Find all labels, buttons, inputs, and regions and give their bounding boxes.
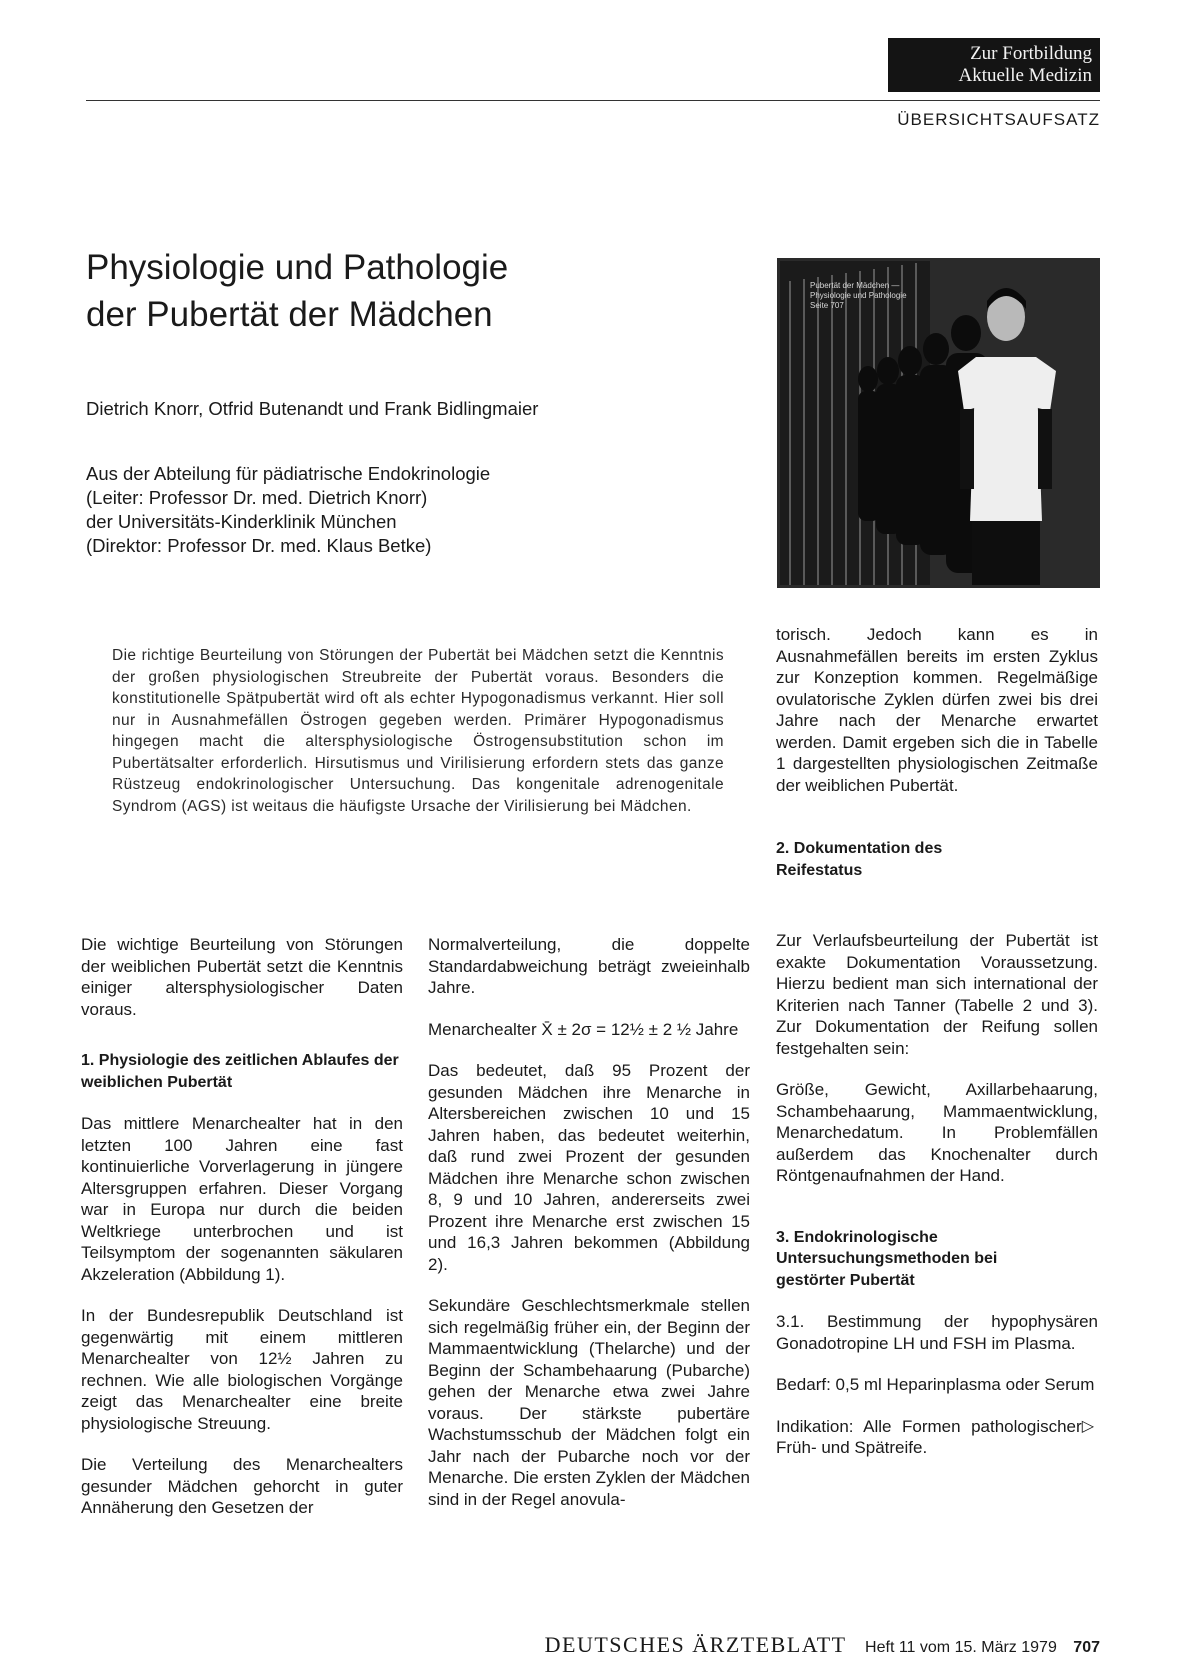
continue-icon: ▷ (1081, 1417, 1094, 1435)
title-line-2: der Pubertät der Mädchen (86, 295, 493, 334)
column-3-top (776, 624, 1098, 901)
paragraph: Normalverteilung, die doppelte Standardabweichung beträgt zweieinhalb Jahre. (428, 935, 750, 997)
paragraph: torisch. Jedoch kann es in Ausnahmefällen bereits im ersten Zyklus zur Konzeption kommen. Regelmäßige ovulatorische Zyklen dürfen zwei bis drei Jahre nach der Menarche erwartet werden. Damit ergeben sich die in Tabelle 1 dargestellten physiologischen Zeitmaße der weiblichen Pubertät. (776, 625, 1098, 795)
section-heading-3: 3. Endokrinologische Untersuchungsmethoden bei gestörter Pubertät (776, 1228, 998, 1289)
paragraph: Sekundäre Geschlechtsmerkmale stellen sich regelmäßig früher ein, der Beginn der Mammaentwicklung (Thelarche) und der Beginn der Schambehaarung (Pubarche) gehen der Menarche etwa zwei Jahre voraus. Der stärkste pubertäre Wachstumsschub der Mädchen folgt ein Jahr nach der Pubarche noch vor der Menarche. Die ersten Zyklen der Mädchen sind in der Regel anovula- (428, 1296, 750, 1509)
paragraph: Das mittlere Menarchealter hat in den letzten 100 Jahren eine fast kontinuierliche Vorverlagerung in jüngere Altersgruppen erfahren. Dieser Vorgang war in Europa nur durch die beiden Weltkriege unterbrochen und ist Teilsymptom der sogenannten säkularen Akzeleration (Abbildung 1). (81, 1114, 403, 1284)
header-rule (86, 100, 1100, 101)
photo-caption-line: Pubertät der Mädchen — (810, 281, 900, 290)
paragraph: Die Verteilung des Menarchealters gesunder Mädchen gehorcht in guter Annäherung den Gesetzen der (81, 1455, 403, 1517)
page-footer (545, 1632, 1100, 1658)
photo-caption-line: Physiologie und Pathologie (810, 291, 907, 300)
column-1 (81, 934, 403, 1539)
column-2 (428, 934, 750, 1530)
affiliation (86, 462, 490, 558)
issue-info: Heft 11 vom 15. März 1979 (865, 1639, 1057, 1656)
section-heading-2: 2. Dokumentation des Reifestatus (776, 840, 943, 879)
cover-photo (777, 258, 1100, 588)
paragraph: Zur Verlaufsbeurteilung der Pubertät ist exakte Dokumentation Voraussetzung. Hierzu bedient man sich international der Kriterien nach Tanner (Tabelle 2 und 3). Zur Dokumentation der Reifung sollen festgehalten sein: (776, 931, 1098, 1058)
paragraph: Bedarf: 0,5 ml Heparinplasma oder Serum (776, 1375, 1095, 1394)
paragraph: Das bedeutet, daß 95 Prozent der gesunden Mädchen ihre Menarche in Altersbereichen zwischen 10 und 15 Jahren haben, das bedeutet weiterhin, daß rund zwei Prozent der gesunden Mädchen ihre Menarche schon zwischen 8, 9 und 10 Jahren, andererseits zwei Prozent ihre Menarche erst zwischen 15 und 16,3 Jahren bekommen (Abbildung 2). (428, 1061, 750, 1274)
paragraph: Größe, Gewicht, Axillarbehaarung, Schambehaarung, Mammaentwicklung, Menarchedatum. In Problemfällen außerdem das Knochenalter durch Röntgenaufnahmen der Hand. (776, 1080, 1098, 1185)
affiliation-line: (Leiter: Professor Dr. med. Dietrich Knorr) (86, 487, 428, 508)
paragraph: In der Bundesrepublik Deutschland ist gegenwärtig mit einem mittleren Menarchealter von 12½ Jahren zu rechnen. Wie alle biologischen Vorgänge zeigt das Menarchealter eine breite physiologische Streuung. (81, 1306, 403, 1433)
photo-caption-line: Seite 707 (810, 301, 844, 310)
section-badge (888, 38, 1100, 92)
authors: Dietrich Knorr, Otfrid Butenandt und Frank Bidlingmaier (86, 398, 539, 419)
intro-paragraph: Die wichtige Beurteilung von Störungen der weiblichen Pubertät setzt die Kenntnis einiger altersphysiologischer Daten voraus. (81, 935, 403, 1019)
indication-text: Indikation: Alle Formen pathologischer Früh- und Spätreife. (776, 1416, 1082, 1457)
page-number: 707 (1073, 1639, 1100, 1656)
article-title (86, 244, 508, 338)
affiliation-line: Aus der Abteilung für pädiatrische Endokrinologie (86, 463, 491, 484)
abstract: Die richtige Beurteilung von Störungen der Pubertät bei Mädchen setzt die Kenntnis der großen physiologischen Streubreite der Pubertät voraus. Besonders die konstitutionelle Spätpubertät wird oft als echter Hypogonadismus verkannt. Hier soll nur in Ausnahmefällen Östrogen gegeben werden. Primärer Hypogonadismus hingegen macht die altersphysiologische Östrogensubstitution schon im Pubertätsalter erforderlich. Hirsutismus und Virilisierung erfordern stets das ganze Rüstzeug endokrinologischer Untersuchung. Das kongenitale adrenogenitale Syndrom (AGS) ist weitaus die häufigste Ursache der Virilisierung bei Mädchen. (112, 647, 724, 815)
journal-name: DEUTSCHES ÄRZTEBLATT (544, 1632, 847, 1657)
badge-line-2: Aktuelle Medizin (958, 65, 1092, 86)
badge-line-1: Zur Fortbildung (970, 43, 1092, 64)
title-line-1: Physiologie und Pathologie (86, 248, 509, 287)
section-heading-1: 1. Physiologie des zeitlichen Ablaufes der weiblichen Pubertät (81, 1052, 399, 1091)
photo-caption (810, 281, 907, 311)
paragraph (776, 1416, 1098, 1459)
affiliation-line: der Universitäts-Kinderklinik München (86, 511, 397, 532)
column-3 (776, 930, 1098, 1479)
paragraph: 3.1. Bestimmung der hypophysären Gonadotropine LH und FSH im Plasma. (776, 1312, 1098, 1353)
affiliation-line: (Direktor: Professor Dr. med. Klaus Betke) (86, 535, 432, 556)
section-label: ÜBERSICHTSAUFSATZ (897, 110, 1100, 129)
menarche-formula: Menarchealter X̄ ± 2σ = 12½ ± 2 ½ Jahre (428, 1019, 739, 1039)
